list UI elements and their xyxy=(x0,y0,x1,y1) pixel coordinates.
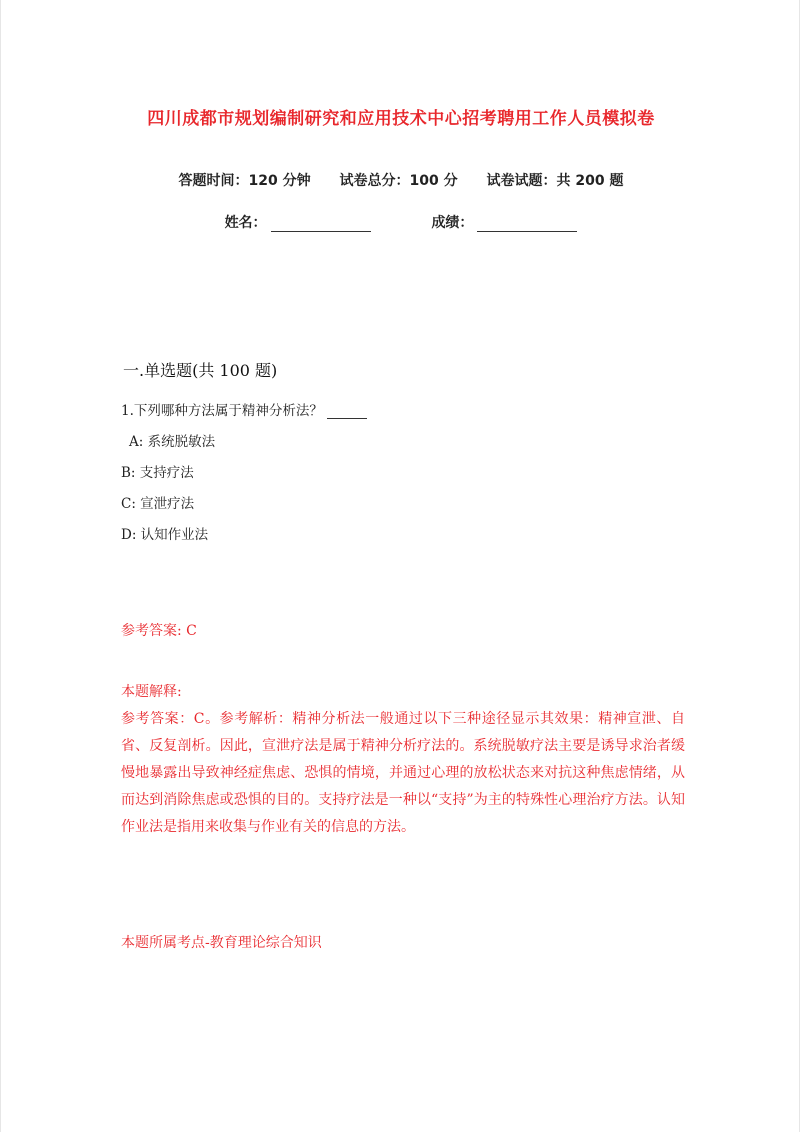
name-field xyxy=(225,212,371,232)
question-blank xyxy=(327,406,367,419)
exam-total-questions: 试卷试题：共 200 题 xyxy=(486,173,624,189)
score-label: 成绩： xyxy=(431,215,474,231)
exam-total-score: 试卷总分：100 分 xyxy=(339,173,458,189)
question-text-row xyxy=(121,399,367,419)
name-score-row xyxy=(1,212,800,232)
name-blank xyxy=(271,217,371,232)
explanation-label: 本题解释: xyxy=(121,684,182,700)
exam-time: 答题时间：120 分钟 xyxy=(178,173,311,189)
question-text: 1.下列哪种方法属于精神分析法？ xyxy=(121,403,323,419)
topic-label: 本题所属考点-教育理论综合知识 xyxy=(121,935,322,951)
explanation-text: 参考答案：C。参考解析：精神分析法一般通过以下三种途径显示其效果：精神宣泄、自省、反复剖析。因此，宣泄疗法是属于精神分析疗法的。系统脱敏疗法主要是诱导求治者缓慢地暴露出导致神经症焦虑、恐惧的情境，并通过心理的放松状态来对抗这种焦虑情绪，从而达到消除焦虑或恐惧的目的。支持疗法是一种以“支持”为主的特殊性心理治疗方法。认知作业法是指用来收集与作业有关的信息的方法。 xyxy=(121,711,685,835)
option-b: B: 支持疗法 xyxy=(121,465,194,481)
option-c: C: 宣泄疗法 xyxy=(121,496,195,512)
option-a: A: 系统脱敏法 xyxy=(129,434,216,450)
section-heading: 一.单选题(共 100 题) xyxy=(123,361,278,380)
score-field xyxy=(431,212,577,232)
exam-meta xyxy=(1,170,800,190)
exam-title: 四川成都市规划编制研究和应用技术中心招考聘用工作人员模拟卷 xyxy=(147,109,655,129)
score-blank xyxy=(477,217,577,232)
reference-answer: 参考答案: C xyxy=(121,623,197,639)
option-d: D: 认知作业法 xyxy=(121,527,209,543)
name-label: 姓名： xyxy=(224,215,267,231)
